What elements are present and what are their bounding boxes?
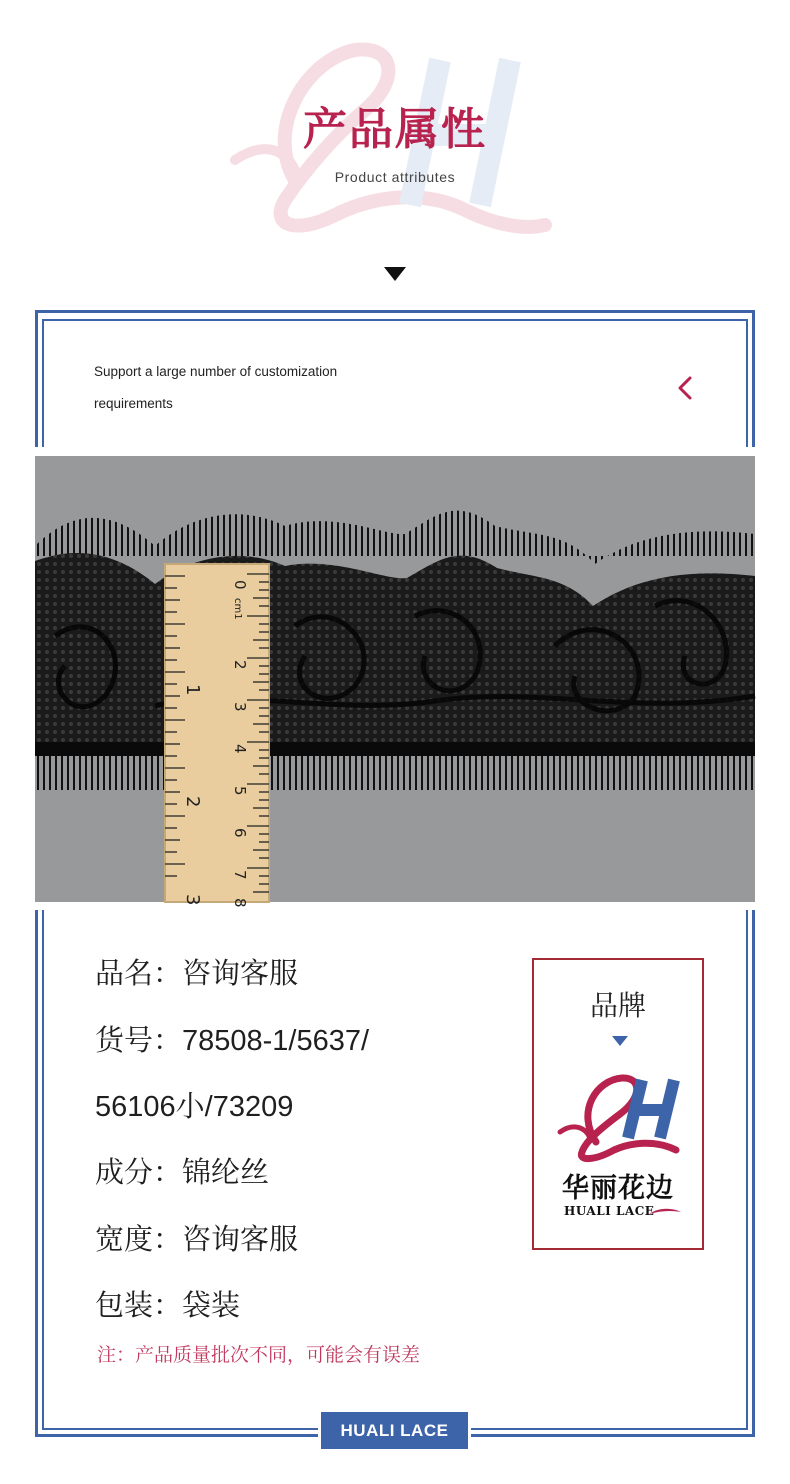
customization-note-line1: Support a large number of customization [94, 364, 338, 379]
quality-note: 注：产品质量批次不同，可能会有误差 [97, 1345, 421, 1366]
page-subtitle: Product attributes [334, 169, 456, 185]
brand-label: 品牌 [589, 990, 646, 1021]
triangle-down-icon [384, 267, 406, 281]
frame-outer-left-bottom [35, 910, 38, 1437]
chevron-left-icon[interactable] [676, 374, 694, 402]
frame-inner-right-top [746, 319, 748, 447]
lace-photo-illustration [35, 456, 755, 908]
customization-note-line2: requirements [94, 396, 173, 411]
ruler-cm-label: cm1 [232, 598, 243, 620]
frame-outer-left-top [35, 310, 38, 447]
frame-inner-right-bottom [746, 910, 748, 1430]
page-title: 产品属性 [303, 104, 487, 155]
ruler-cm-label: 4 [231, 744, 249, 754]
customization-note [94, 356, 414, 420]
attr-item-number-cont: 56106小/73209 [95, 1091, 294, 1123]
ruler [165, 564, 269, 908]
brand-name-cn: 华丽花边 [562, 1173, 674, 1204]
frame-outer-right-bottom [752, 910, 755, 1437]
attr-product-name: 品名：咨询客服 [95, 958, 299, 990]
frame-outer-right-top [752, 310, 755, 447]
ruler-cm-label: 5 [231, 786, 249, 796]
attr-width: 宽度：咨询客服 [95, 1224, 299, 1256]
attr-composition: 成分：锦纶丝 [95, 1157, 270, 1189]
ruler-cm-label: 7 [231, 870, 249, 880]
ruler-inch-label: 3 [182, 894, 203, 906]
ruler-inch-label: 1 [182, 684, 203, 696]
swoosh-icon [648, 1206, 682, 1216]
lh-brand-logo-icon [556, 1072, 686, 1164]
ruler-inch-label: 2 [182, 796, 203, 808]
ruler-cm-label: 0 [231, 580, 249, 590]
product-photo [35, 456, 755, 908]
attr-packaging: 包装：袋装 [95, 1290, 241, 1322]
frame-outer-top [35, 310, 755, 313]
footer-brand-badge: HUALI LACE [321, 1412, 468, 1449]
ruler-cm-label: 6 [231, 828, 249, 838]
frame-inner-left-bottom [42, 910, 44, 1430]
caret-down-icon [612, 1036, 628, 1046]
brand-box [532, 958, 704, 1250]
attr-item-number: 货号：78508-1/5637/ [95, 1025, 370, 1057]
ruler-cm-label: 8 [231, 898, 249, 908]
frame-inner-top [42, 319, 748, 321]
frame-inner-left-top [42, 319, 44, 447]
ruler-cm-label: 3 [231, 702, 249, 712]
ruler-cm-label: 2 [231, 660, 249, 670]
brand-name-en: HUALI LACE [564, 1204, 655, 1218]
